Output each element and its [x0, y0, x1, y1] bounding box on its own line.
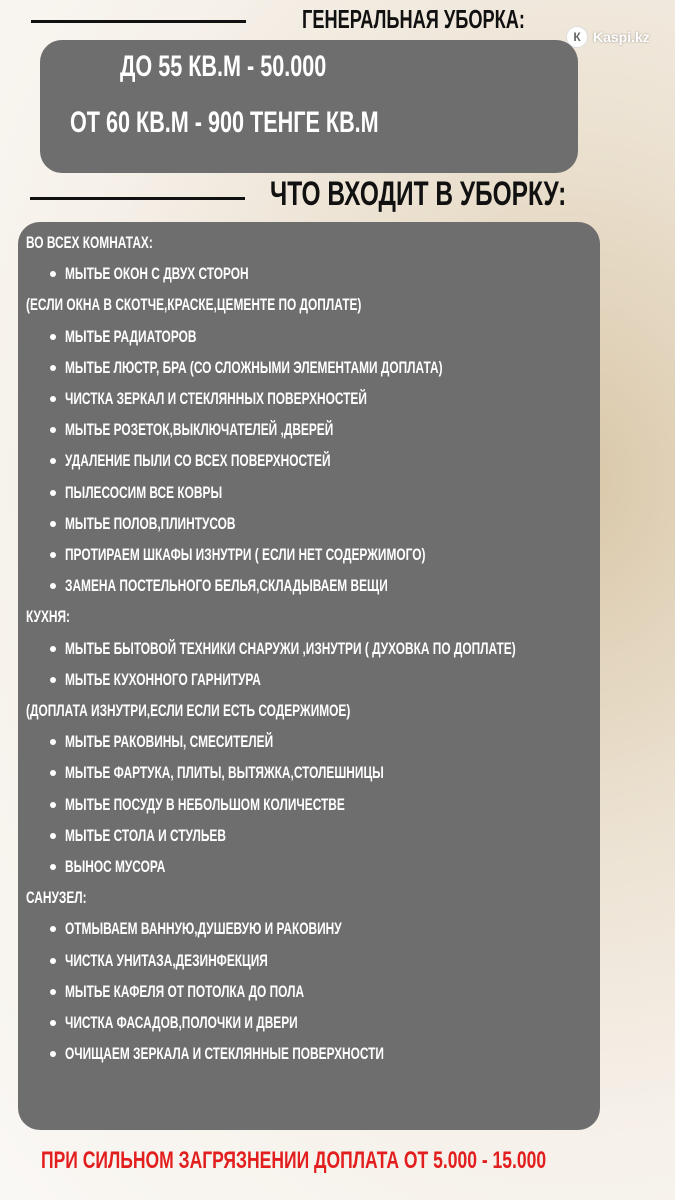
bullet-icon	[50, 926, 56, 932]
bullet-icon	[50, 396, 56, 402]
list-item: ЧИСТКА ЗЕРКАЛ И СТЕКЛЯННЫХ ПОВЕРХНОСТЕЙ	[65, 389, 367, 408]
bullet-icon	[50, 989, 56, 995]
list-item: МЫТЬЕ РАДИАТОРОВ	[65, 326, 197, 346]
bullet-icon	[50, 864, 56, 870]
list-item: ЧИСТКА УНИТАЗА,ДЕЗИНФЕКЦИЯ	[65, 950, 268, 970]
list-item: УДАЛЕНИЕ ПЫЛИ СО ВСЕХ ПОВЕРХНОСТЕЙ	[65, 451, 331, 471]
bullet-icon	[50, 427, 56, 433]
list-item: ЧИСТКА ФАСАДОВ,ПОЛОЧКИ И ДВЕРИ	[65, 1013, 298, 1032]
bullet-icon	[50, 677, 56, 683]
list-item: МЫТЬЕ РОЗЕТОК,ВЫКЛЮЧАТЕЛЕЙ ,ДВЕРЕЙ	[65, 420, 334, 440]
bullet-icon	[50, 521, 56, 527]
header-rule-left	[31, 20, 246, 23]
list-item: МЫТЬЕ ПОЛОВ,ПЛИНТУСОВ	[65, 513, 236, 533]
list-item: ВЫНОС МУСОРА	[65, 857, 166, 876]
bullet-icon	[50, 271, 56, 277]
services-panel	[18, 222, 600, 1130]
kaspi-watermark	[566, 26, 650, 48]
price-line-2: ОТ 60 КВ.М - 900 ТЕНГЕ КВ.М	[70, 106, 379, 139]
bullet-icon	[50, 334, 56, 340]
list-item: МЫТЬЕ СТОЛА И СТУЛЬЕВ	[65, 825, 226, 845]
bullet-icon	[50, 646, 56, 652]
bullet-icon	[50, 958, 56, 964]
kaspi-logo-icon: К	[566, 26, 588, 48]
subtitle-rule-left	[30, 197, 245, 200]
list-item: МЫТЬЕ КУХОННОГО ГАРНИТУРА	[65, 669, 261, 689]
bullet-icon	[50, 833, 56, 839]
list-item: МЫТЬЕ ЛЮСТР, БРА (СО СЛОЖНЫМИ ЭЛЕМЕНТАМИ ДОПЛАТА)	[65, 357, 443, 377]
price-line-1: ДО 55 КВ.М - 50.000	[120, 50, 327, 83]
bullet-icon	[50, 458, 56, 464]
list-item: МЫТЬЕ РАКОВИНЫ, СМЕСИТЕЛЕЙ	[65, 732, 274, 752]
surcharge-note: ПРИ СИЛЬНОМ ЗАГРЯЗНЕНИИ ДОПЛАТА ОТ 5.000 - 15.000	[41, 1147, 547, 1174]
list-item: МЫТЬЕ ОКОН С ДВУХ СТОРОН	[65, 264, 249, 284]
price-panel	[40, 40, 578, 173]
list-item: ОТМЫВАЕМ ВАННУЮ,ДУШЕВУЮ И РАКОВИНУ	[65, 919, 342, 939]
list-item: МЫТЬЕ ПОСУДУ В НЕБОЛЬШОМ КОЛИЧЕСТВЕ	[65, 794, 345, 814]
list-item: МЫТЬЕ БЫТОВОЙ ТЕХНИКИ СНАРУЖИ ,ИЗНУТРИ ( ДУХОВКА ПО ДОПЛАТЕ)	[65, 638, 516, 658]
section-heading: ВО ВСЕХ КОМНАТАХ:	[26, 233, 153, 252]
bullet-icon	[50, 583, 56, 589]
bullet-icon	[50, 770, 56, 776]
list-item: ОЧИЩАЕМ ЗЕРКАЛА И СТЕКЛЯННЫЕ ПОВЕРХНОСТИ	[65, 1044, 384, 1064]
bullet-icon	[50, 490, 56, 496]
section-heading: (ДОПЛАТА ИЗНУТРИ,ЕСЛИ ЕСЛИ ЕСТЬ СОДЕРЖИМОЕ)	[26, 701, 351, 720]
bullet-icon	[50, 739, 56, 745]
bullet-icon	[50, 365, 56, 371]
section-heading: КУХНЯ:	[26, 607, 71, 627]
bullet-icon	[50, 552, 56, 558]
list-item: МЫТЬЕ ФАРТУКА, ПЛИТЫ, ВЫТЯЖКА,СТОЛЕШНИЦЫ	[65, 763, 384, 783]
watermark-text: Kaspi.kz	[593, 29, 650, 45]
bullet-icon	[50, 1051, 56, 1057]
section-heading: САНУЗЕЛ:	[26, 888, 87, 908]
list-item: МЫТЬЕ КАФЕЛЯ ОТ ПОТОЛКА ДО ПОЛА	[65, 981, 305, 1001]
bullet-icon	[50, 1020, 56, 1026]
list-item: ПЫЛЕСОСИМ ВСЕ КОВРЫ	[65, 482, 223, 502]
list-item: ПРОТИРАЕМ ШКАФЫ ИЗНУТРИ ( ЕСЛИ НЕТ СОДЕРЖИМОГО)	[65, 545, 426, 564]
section-title: ЧТО ВХОДИТ В УБОРКУ:	[270, 175, 567, 213]
page-title: ГЕНЕРАЛЬНАЯ УБОРКА:	[302, 4, 525, 34]
bullet-icon	[50, 802, 56, 808]
section-heading: (ЕСЛИ ОКНА В СКОТЧЕ,КРАСКЕ,ЦЕМЕНТЕ ПО ДОПЛАТЕ)	[26, 295, 362, 315]
list-item: ЗАМЕНА ПОСТЕЛЬНОГО БЕЛЬЯ,СКЛАДЫВАЕМ ВЕЩИ	[65, 576, 388, 596]
